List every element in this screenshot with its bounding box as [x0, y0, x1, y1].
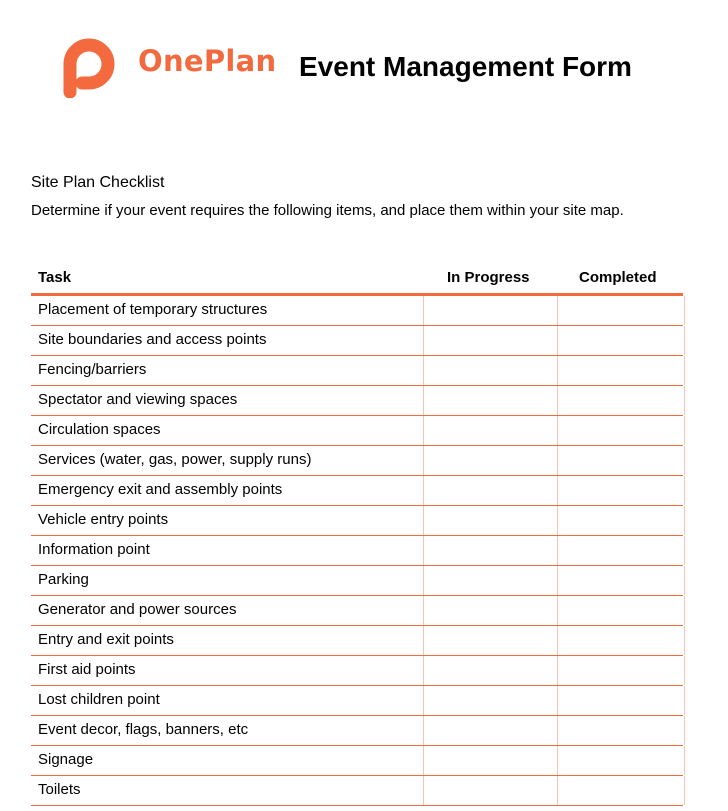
table-row: [31, 446, 683, 476]
task-label: Event decor, flags, banners, etc: [38, 721, 249, 738]
table-row: [31, 386, 683, 416]
in-progress-cell[interactable]: [423, 626, 558, 655]
column-header-in-progress: In Progress: [447, 269, 530, 286]
in-progress-cell[interactable]: [423, 656, 558, 685]
table-row: [31, 596, 683, 626]
table-row: [31, 716, 683, 746]
completed-cell[interactable]: [557, 296, 685, 325]
task-label: Vehicle entry points: [38, 511, 169, 528]
table-row: [31, 686, 683, 716]
completed-cell[interactable]: [557, 686, 685, 715]
table-row: [31, 656, 683, 686]
oneplan-logo-icon: [56, 34, 122, 98]
table-row: [31, 566, 683, 596]
in-progress-cell[interactable]: [423, 686, 558, 715]
task-label: Signage: [38, 751, 94, 768]
table-body: [31, 296, 683, 806]
table-row: [31, 536, 683, 566]
column-header-task: Task: [38, 269, 72, 286]
page-title: Event Management Form: [299, 51, 632, 82]
in-progress-cell[interactable]: [423, 746, 558, 775]
table-row: [31, 326, 683, 356]
completed-cell[interactable]: [557, 446, 685, 475]
task-label: Generator and power sources: [38, 601, 237, 618]
in-progress-cell[interactable]: [423, 296, 558, 325]
completed-cell[interactable]: [557, 776, 685, 805]
completed-cell[interactable]: [557, 626, 685, 655]
completed-cell[interactable]: [557, 566, 685, 595]
in-progress-cell[interactable]: [423, 596, 558, 625]
in-progress-cell[interactable]: [423, 566, 558, 595]
table-row: [31, 356, 683, 386]
brand-name: OnePlan: [138, 44, 277, 78]
table-row: [31, 506, 683, 536]
section-title: Site Plan Checklist: [31, 174, 165, 191]
checklist-table: [31, 264, 683, 806]
task-label: Lost children point: [38, 691, 160, 708]
table-header: [31, 264, 683, 296]
task-label: Information point: [38, 541, 150, 558]
task-label: Fencing/barriers: [38, 361, 147, 378]
table-row: [31, 626, 683, 656]
task-label: Site boundaries and access points: [38, 331, 267, 348]
table-row: [31, 776, 683, 806]
in-progress-cell[interactable]: [423, 446, 558, 475]
column-header-completed: Completed: [579, 269, 657, 286]
task-label: Entry and exit points: [38, 631, 174, 648]
in-progress-cell[interactable]: [423, 476, 558, 505]
in-progress-cell[interactable]: [423, 326, 558, 355]
in-progress-cell[interactable]: [423, 776, 558, 805]
in-progress-cell[interactable]: [423, 536, 558, 565]
completed-cell[interactable]: [557, 356, 685, 385]
completed-cell[interactable]: [557, 506, 685, 535]
completed-cell[interactable]: [557, 656, 685, 685]
in-progress-cell[interactable]: [423, 416, 558, 445]
in-progress-cell[interactable]: [423, 506, 558, 535]
document-header: [0, 0, 728, 120]
in-progress-cell[interactable]: [423, 386, 558, 415]
task-label: First aid points: [38, 661, 136, 678]
completed-cell[interactable]: [557, 416, 685, 445]
task-label: Spectator and viewing spaces: [38, 391, 238, 408]
completed-cell[interactable]: [557, 716, 685, 745]
completed-cell[interactable]: [557, 746, 685, 775]
table-row: [31, 416, 683, 446]
table-row: [31, 476, 683, 506]
in-progress-cell[interactable]: [423, 716, 558, 745]
task-label: Emergency exit and assembly points: [38, 481, 283, 498]
completed-cell[interactable]: [557, 326, 685, 355]
completed-cell[interactable]: [557, 596, 685, 625]
table-row: [31, 746, 683, 776]
task-label: Services (water, gas, power, supply runs): [38, 451, 312, 468]
task-label: Parking: [38, 571, 89, 588]
in-progress-cell[interactable]: [423, 356, 558, 385]
task-label: Circulation spaces: [38, 421, 161, 438]
completed-cell[interactable]: [557, 536, 685, 565]
task-label: Placement of temporary structures: [38, 301, 268, 318]
completed-cell[interactable]: [557, 476, 685, 505]
task-label: Toilets: [38, 781, 81, 798]
completed-cell[interactable]: [557, 386, 685, 415]
section-description: Determine if your event requires the following items, and place them within your site map.: [31, 202, 624, 219]
table-row: [31, 296, 683, 326]
